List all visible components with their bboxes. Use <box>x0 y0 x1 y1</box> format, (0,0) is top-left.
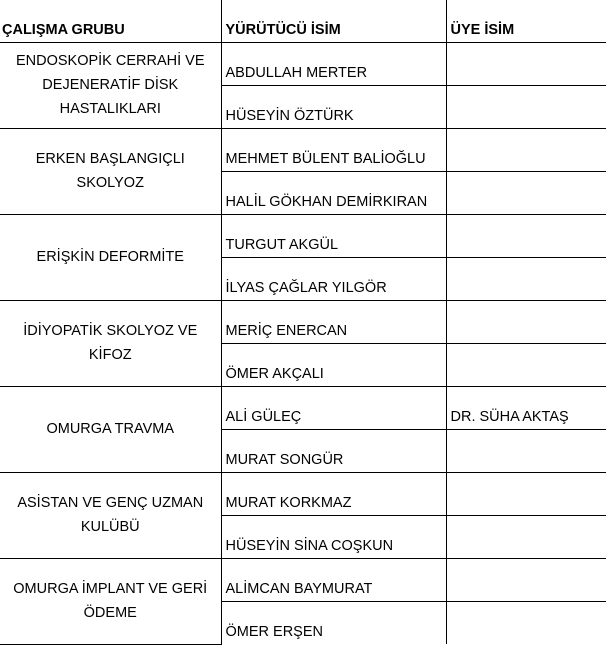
header-group: ÇALIŞMA GRUBU <box>0 0 221 42</box>
table-row <box>0 386 606 429</box>
lead-name-cell: TURGUT AKGÜL <box>221 214 446 257</box>
member-name-cell <box>446 42 606 85</box>
lead-name-cell: ALİMCAN BAYMURAT <box>221 558 446 601</box>
lead-name-cell: ABDULLAH MERTER <box>221 42 446 85</box>
member-name-cell <box>446 558 606 601</box>
group-name-cell: ERKEN BAŞLANGIÇLI SKOLYOZ <box>0 128 221 214</box>
table-row <box>0 214 606 257</box>
table-row <box>0 472 606 515</box>
member-name-cell <box>446 343 606 386</box>
group-name-cell: OMURGA İMPLANT VE GERİ ÖDEME <box>0 558 221 644</box>
member-name-cell: DR. SÜHA AKTAŞ <box>446 386 606 429</box>
member-name-cell <box>446 214 606 257</box>
lead-name-cell: HÜSEYİN SİNA COŞKUN <box>221 515 446 558</box>
group-name-cell: ENDOSKOPİK CERRAHİ VE DEJENERATİF DİSK HASTALIKLARI <box>0 42 221 128</box>
member-name-cell <box>446 300 606 343</box>
group-name-cell: OMURGA TRAVMA <box>0 386 221 472</box>
lead-name-cell: MEHMET BÜLENT BALİOĞLU <box>221 128 446 171</box>
group-name-cell: İDİYOPATİK SKOLYOZ VE KİFOZ <box>0 300 221 386</box>
member-name-cell <box>446 128 606 171</box>
lead-name-cell: HALİL GÖKHAN DEMİRKIRAN <box>221 171 446 214</box>
table-row <box>0 128 606 171</box>
member-name-cell <box>446 171 606 214</box>
lead-name-cell: ALİ GÜLEÇ <box>221 386 446 429</box>
member-name-cell <box>446 85 606 128</box>
lead-name-cell: MURAT KORKMAZ <box>221 472 446 515</box>
member-name-cell <box>446 515 606 558</box>
member-name-cell <box>446 601 606 644</box>
header-lead: YÜRÜTÜCÜ İSİM <box>221 0 446 42</box>
lead-name-cell: MERİÇ ENERCAN <box>221 300 446 343</box>
member-name-cell <box>446 472 606 515</box>
lead-name-cell: İLYAS ÇAĞLAR YILGÖR <box>221 257 446 300</box>
header-row <box>0 0 606 42</box>
group-name-cell: ASİSTAN VE GENÇ UZMAN KULÜBÜ <box>0 472 221 558</box>
lead-name-cell: ÖMER ERŞEN <box>221 601 446 644</box>
lead-name-cell: HÜSEYİN ÖZTÜRK <box>221 85 446 128</box>
lead-name-cell: ÖMER AKÇALI <box>221 343 446 386</box>
member-name-cell <box>446 257 606 300</box>
header-member: ÜYE İSİM <box>446 0 606 42</box>
table-row <box>0 558 606 601</box>
group-name-cell: ERİŞKİN DEFORMİTE <box>0 214 221 300</box>
lead-name-cell: MURAT SONGÜR <box>221 429 446 472</box>
member-name-cell <box>446 429 606 472</box>
table-row <box>0 42 606 85</box>
table-row <box>0 300 606 343</box>
